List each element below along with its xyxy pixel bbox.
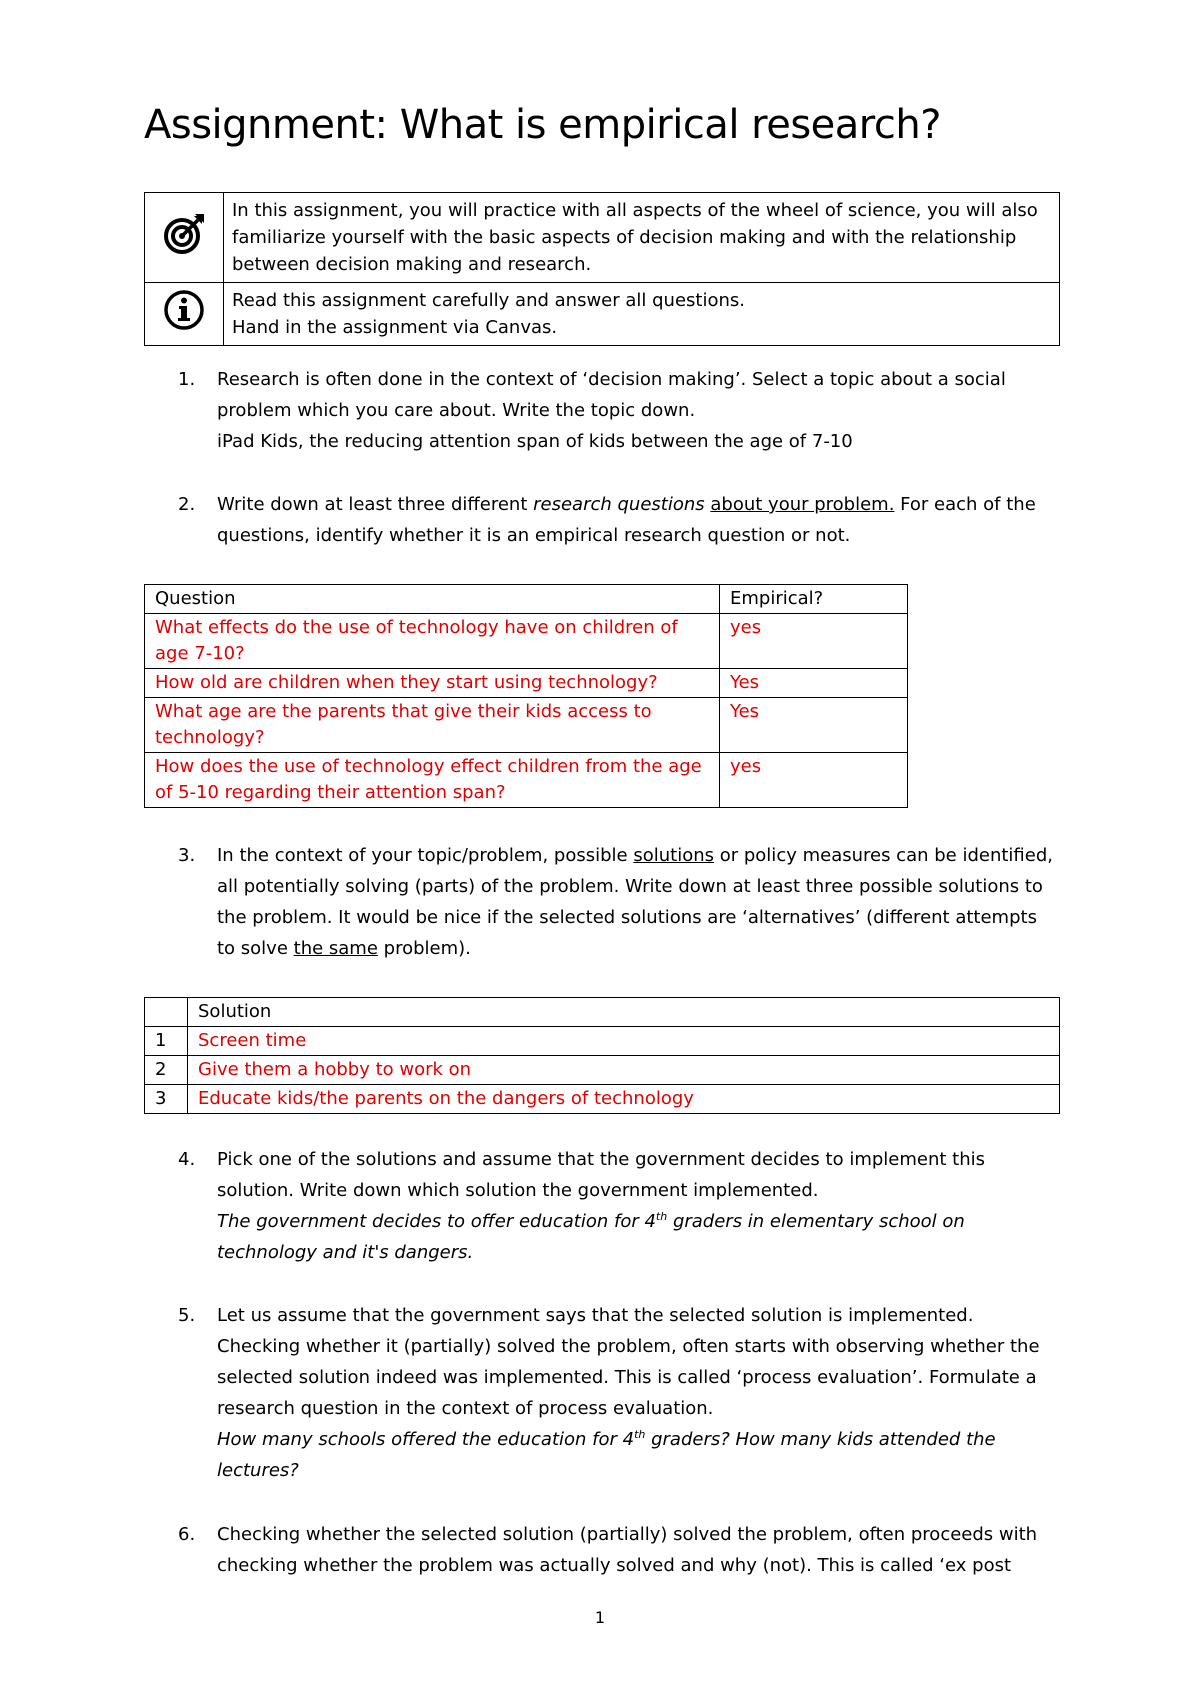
question-cell: What age are the parents that give their kids access to technology? [145,698,720,753]
table-header-row [145,998,1060,1027]
goal-row [145,193,1060,283]
column-header-question: Question [145,585,720,614]
solution-number: 1 [145,1027,188,1056]
solution-cell: Educate kids/the parents on the dangers of technology [188,1085,1060,1114]
solution-cell: Screen time [188,1027,1060,1056]
answer-text-part: graders? How many kids attended the lectures? [217,1429,996,1481]
question-cell: What effects do the use of technology have on children of age 7-10? [145,614,720,669]
question-number: 5. [178,1305,196,1326]
answer-text: iPad Kids, the reducing attention span of kids between the age of 7-10 [217,431,853,452]
question-6 [178,1519,1058,1581]
question-text-part: problem). [377,938,471,959]
empirical-cell: Yes [720,698,908,753]
empirical-cell: yes [720,614,908,669]
table-header-row [145,585,908,614]
question-text-part: For each of the questions, identify whether it is an empirical research question or not. [217,494,1036,546]
solution-number: 2 [145,1056,188,1085]
question-number: 4. [178,1149,196,1170]
ordinal-suffix: th [634,1428,646,1441]
question-cell: How old are children when they start using technology? [145,669,720,698]
emphasis-research-questions: research questions [533,494,705,515]
question-number: 2. [178,494,196,515]
empirical-cell: Yes [720,669,908,698]
question-number: 6. [178,1524,196,1545]
goal-icon-cell [145,193,224,283]
table-row [145,614,908,669]
table-row [145,1056,1060,1085]
target-icon [162,240,206,261]
question-text: Let us assume that the government says that the selected solution is implemented. Checking whether it (partially) solved the problem, often starts with observing whether the selected solution indeed was implemented. This is called ‘process evaluation’. Formulate a research question in the context of process evaluation. [217,1305,1040,1419]
solution-cell: Give them a hobby to work on [188,1056,1060,1085]
assignment-info-box [144,192,1060,346]
table-row [145,753,908,808]
question-text-part: Write down at least three different [217,494,534,515]
question-text [217,840,1058,964]
question-4 [178,1144,1058,1268]
question-3 [178,840,1058,964]
question-cell: How does the use of technology effect children from the age of 5-10 regarding their attention span? [145,753,720,808]
underlined-solutions: solutions [633,845,715,866]
question-number: 3. [178,845,196,866]
column-header-solution: Solution [188,998,1060,1027]
question-text: Research is often done in the context of ‘decision making’. Select a topic about a social problem which you care about. Write the topic down. [217,369,1006,421]
question-1 [178,364,1058,457]
instructions-row [145,283,1060,346]
solution-number: 3 [145,1085,188,1114]
answer-text-part: graders in elementary school on technology and it's dangers. [217,1211,965,1263]
column-header-number [145,998,188,1027]
page-number: 1 [594,1608,606,1627]
question-text-part: In the context of your topic/problem, possible [217,845,634,866]
underlined-the-same: the same [293,938,378,959]
question-number: 1. [178,369,196,390]
info-icon [162,316,206,337]
instructions-text [224,283,1060,346]
table-row [145,698,908,753]
goal-text: In this assignment, you will practice with all aspects of the wheel of science, you will also familiarize yourself with the basic aspects of decision making and with the relationship between decision making and research. [224,193,1060,283]
table-row [145,1085,1060,1114]
answer-text-part: The government decides to offer education for 4 [217,1211,656,1232]
table-row [145,1027,1060,1056]
question-text [217,489,1058,551]
column-header-empirical: Empirical? [720,585,908,614]
page-title: Assignment: What is empirical research? [144,102,941,148]
research-questions-table [144,584,908,808]
table-row [145,669,908,698]
question-2 [178,489,1058,551]
answer-text [217,1424,1058,1486]
underlined-about-problem: about your problem. [710,494,895,515]
question-text-part: or policy measures can be identified, all potentially solving (parts) of the problem. Write down at least three possible solutions to the problem. It would be nice if the selected solutions are ‘alternatives’ (different attempts to solve [217,845,1053,959]
ordinal-suffix: th [655,1210,668,1223]
solutions-table [144,997,1060,1114]
question-text: Checking whether the selected solution (partially) solved the problem, often proceeds with checking whether the problem was actually solved and why (not). This is called ‘ex post [217,1524,1038,1576]
question-5 [178,1300,1058,1486]
answer-text-part: How many schools offered the education for 4 [217,1429,635,1450]
question-text: Pick one of the solutions and assume that the government decides to implement this solution. Write down which solution the government implemented. [217,1149,985,1201]
instruction-line-read: Read this assignment carefully and answer all questions. [232,290,745,311]
instruction-line-handin: Hand in the assignment via Canvas. [232,317,558,338]
info-icon-cell [145,283,224,346]
answer-text [217,1206,1058,1268]
empirical-cell: yes [720,753,908,808]
